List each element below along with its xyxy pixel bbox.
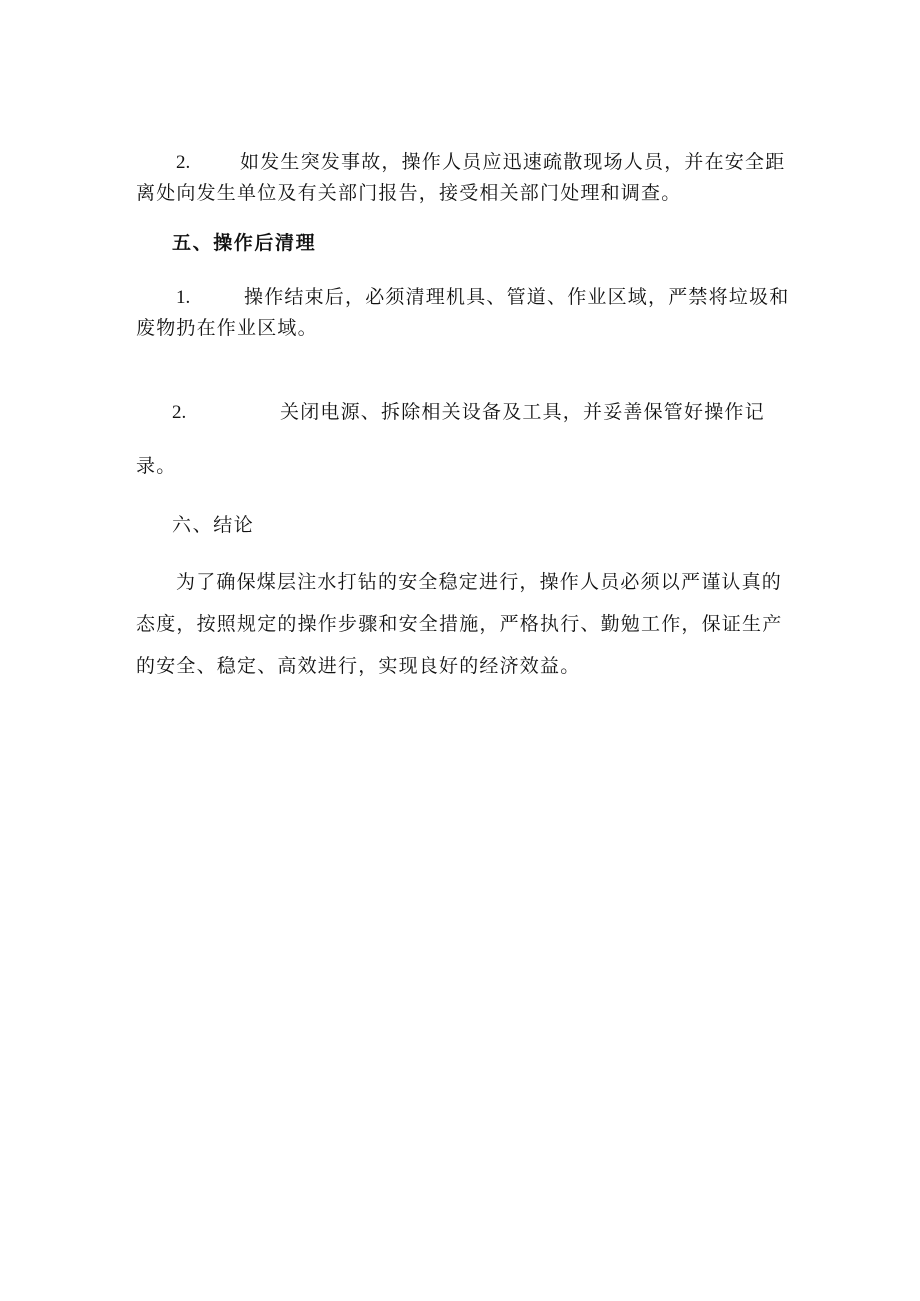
cleanup-item-2 xyxy=(136,385,786,493)
emergency-item-line-2 xyxy=(136,178,786,209)
emergency-item-text-1: 如发生突发事故，操作人员应迅速疏散现场人员，并在安全距 xyxy=(240,151,786,173)
list-number: 1. xyxy=(176,287,191,308)
emergency-item xyxy=(136,147,786,209)
emergency-item-text-2: 离处向发生单位及有关部门报告，接受相关部门处理和调查。 xyxy=(136,182,682,204)
cleanup-item-2-line-1 xyxy=(136,385,786,439)
emergency-item-line-1 xyxy=(136,147,786,178)
cleanup-item-2-line-2 xyxy=(136,439,786,493)
cleanup-item-2-text-1: 关闭电源、拆除相关设备及工具，并妥善保管好操作记 xyxy=(280,401,765,423)
cleanup-item-1-text-1: 操作结束后，必须清理机具、管道、作业区域，严禁将垃圾和 xyxy=(244,286,790,308)
conclusion-line-2: 态度，按照规定的操作步骤和安全措施，严格执行、勤勉工作，保证生产 xyxy=(136,613,783,635)
list-number: 2. xyxy=(172,402,187,423)
conclusion-line-3: 的安全、稳定、高效进行，实现良好的经济效益。 xyxy=(136,655,581,677)
section-heading-cleanup: 五、操作后清理 xyxy=(172,232,317,254)
conclusion-paragraph xyxy=(136,561,786,687)
cleanup-item-2-text-2: 录。 xyxy=(136,455,177,477)
cleanup-item-1-line-1 xyxy=(136,282,790,313)
section-heading-conclusion: 六、结论 xyxy=(172,514,255,536)
cleanup-item-1 xyxy=(136,282,790,344)
cleanup-item-1-text-2: 废物扔在作业区域。 xyxy=(136,317,318,339)
cleanup-item-1-line-2 xyxy=(136,313,786,344)
list-number: 2. xyxy=(176,152,191,173)
conclusion-line-1: 为了确保煤层注水打钻的安全稳定进行，操作人员必须以严谨认真的 xyxy=(176,571,783,593)
